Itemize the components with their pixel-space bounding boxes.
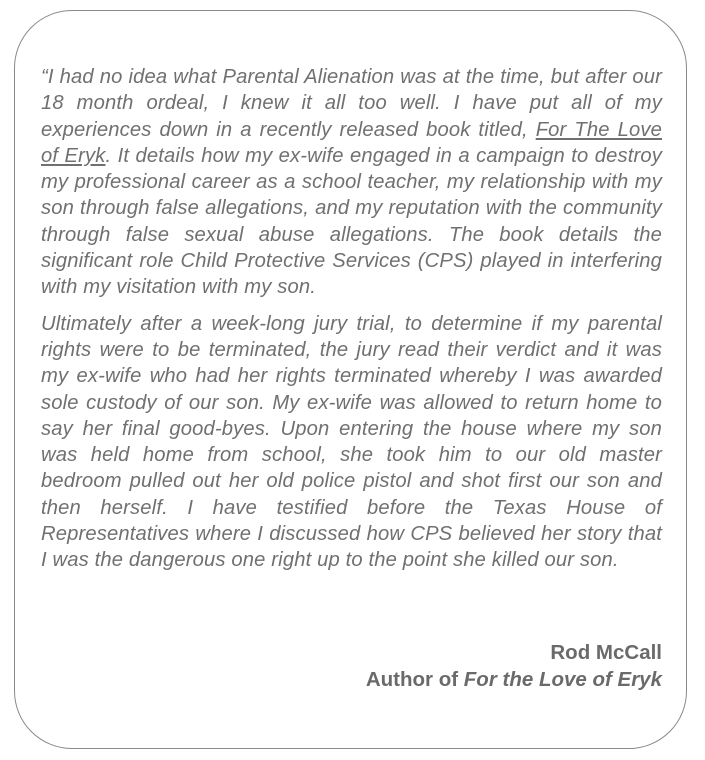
- quote-paragraph-2: Ultimately after a week-long jury trial, to determine if my parental rights were to be terminated, the jury read their verdict and it was my ex-wife who had her rights terminated whereby I was awarded sole custody of our son. My ex-wife was allowed to return home to say her final good-byes. Upon entering the house where my son was held home from school, she took him to our old master bedroom pulled out her old police pistol and shot first our son and then herself. I have testified before the Texas House of Representatives where I discussed how CPS believed her story that I was the dangerous one right up to the point she killed our son.: [41, 312, 662, 572]
- testimonial-quote: [41, 64, 662, 574]
- author-role-prefix: Author of: [365, 667, 464, 691]
- author-role: [366, 667, 662, 694]
- book-title-link[interactable]: For The Love of Eryk: [41, 118, 662, 167]
- quote-paragraph-1-lead: “I had no idea what Parental Alienation was at the time, but after our 18 month ordeal, I knew it all too well. I have put all of my experiences down in a recently released book titled,: [41, 66, 662, 141]
- quote-paragraph-1-rest: . It details how my ex-wife engaged in a campaign to destroy my professional career as a school teacher, my relationship with my son through false allegations, and my reputation with the community through false sexual abuse allegations. The book details the significant role Child Protective Services (CPS) played in interfering with my visitation with my son.: [41, 144, 662, 299]
- attribution: [366, 640, 662, 693]
- author-name: Rod McCall: [550, 641, 662, 664]
- author-book-title: For the Love of Eryk: [463, 667, 662, 691]
- quote-paragraph-1: [41, 64, 662, 301]
